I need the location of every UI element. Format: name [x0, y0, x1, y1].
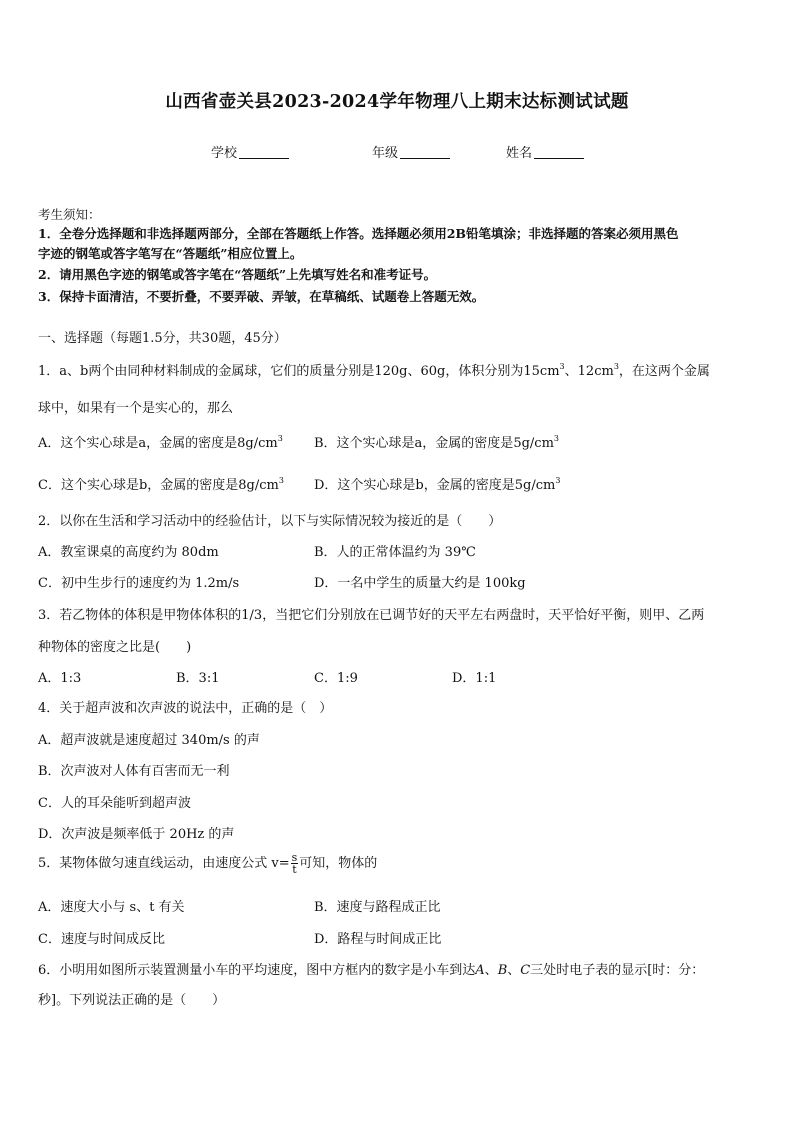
grade-field[interactable]	[372, 142, 450, 161]
question-4-option-d[interactable]: D．次声波是频率低于 20Hz 的声	[38, 827, 235, 842]
notice-heading: 考生须知：	[38, 207, 101, 222]
question-3-option-c[interactable]: C．1:9	[314, 671, 358, 686]
question-4-stem: 4．关于超声波和次声波的说法中，正确的是（ ）	[38, 701, 333, 716]
school-blank[interactable]	[239, 146, 289, 159]
question-5-option-d[interactable]: D．路程与时间成正比	[314, 932, 442, 947]
question-6-stem-cont: 秒]。下列说法正确的是（ ）	[38, 993, 226, 1008]
notice-item-2: 2．请用黑色字迹的钢笔或答字笔在“答题纸”上先填写姓名和准考证号。	[38, 267, 437, 282]
question-3-option-d[interactable]: D．1:1	[452, 671, 497, 686]
question-4-option-a[interactable]: A．超声波就是速度超过 340m/s 的声	[38, 733, 260, 748]
question-2-option-a[interactable]: A．教室课桌的高度约为 80dm	[38, 545, 219, 560]
question-3-stem-cont: 种物体的密度之比是( )	[38, 640, 192, 655]
question-3-stem: 3．若乙物体的体积是甲物体体积的1/3，当把它们分别放在已调节好的天平左右两盘时，天平恰好平衡，则甲、乙两	[38, 608, 705, 623]
question-4-option-c[interactable]: C．人的耳朵能听到超声波	[38, 796, 191, 811]
school-label: 学校	[211, 146, 238, 161]
question-1-option-a[interactable]: A．这个实心球是a，金属的密度是$8g/cm^3$	[38, 434, 283, 451]
question-5-option-c[interactable]: C．速度与时间成反比	[38, 932, 165, 947]
name-blank[interactable]	[534, 146, 584, 159]
page-title: 山西省壶关县2023-2024学年物理八上期末达标测试试题	[165, 92, 629, 112]
question-3-option-b[interactable]: B．3:1	[176, 671, 220, 686]
question-5-option-b[interactable]: B．速度与路程成正比	[314, 900, 441, 915]
question-1-stem-cont: 球中，如果有一个是实心的，那么	[38, 401, 234, 416]
velocity-fraction: $\frac{s}{t}$	[291, 851, 298, 876]
question-1-option-d[interactable]: D．这个实心球是b，金属的密度是$5g/cm^3$	[314, 476, 561, 493]
question-2-option-d[interactable]: D．一名中学生的质量大约是 100kg	[314, 576, 526, 591]
name-label: 姓名	[506, 146, 533, 161]
question-1-option-b[interactable]: B．这个实心球是a，金属的密度是$5g/cm^3$	[314, 434, 559, 451]
school-field[interactable]	[211, 142, 289, 161]
section-heading: 一、选择题（每题1.5分，共30题，45分）	[38, 331, 287, 346]
question-3-option-a[interactable]: A．1:3	[38, 671, 82, 686]
question-4-option-b[interactable]: B．次声波对人体有百害而无一利	[38, 764, 230, 779]
question-1-stem: 1．a、b两个由同种材料制成的金属球，它们的质量分别是120g、60g，体积分别为$15cm^3$、$12cm^3$，在这两个金属	[38, 362, 710, 379]
notice-item-1: 1．全卷分选择题和非选择题两部分，全部在答题纸上作答。选择题必须用2B铅笔填涂；非选择题的答案必须用黑色	[38, 226, 679, 241]
grade-blank[interactable]	[400, 146, 450, 159]
question-2-option-c[interactable]: C．初中生步行的速度约为 1.2m/s	[38, 576, 240, 591]
notice-item-3: 3．保持卡面清洁，不要折叠，不要弄破、弄皱，在草稿纸、试题卷上答题无效。	[38, 289, 485, 304]
question-2-option-b[interactable]: B．人的正常体温约为 39℃	[314, 545, 476, 560]
question-2-stem: 2．以你在生活和学习活动中的经验估计，以下与实际情况较为接近的是（ ）	[38, 514, 502, 529]
grade-label: 年级	[372, 146, 399, 161]
question-5-stem: 5．某物体做匀速直线运动，由速度公式 v= $\frac{s}{t}$ 可知，物体的	[38, 851, 378, 876]
notice-item-1-cont: 字迹的钢笔或答字笔写在“答题纸”相应位置上。	[38, 246, 303, 261]
question-5-option-a[interactable]: A．速度大小与 s、t 有关	[38, 900, 185, 915]
question-6-stem: 6．小明用如图所示装置测量小车的平均速度，图中方框内的数字是小车到达A、B、C三处时电子表的显示[时：分：	[38, 963, 705, 978]
question-1-option-c[interactable]: C．这个实心球是b，金属的密度是$8g/cm^3$	[38, 476, 284, 493]
name-field[interactable]	[506, 142, 584, 161]
